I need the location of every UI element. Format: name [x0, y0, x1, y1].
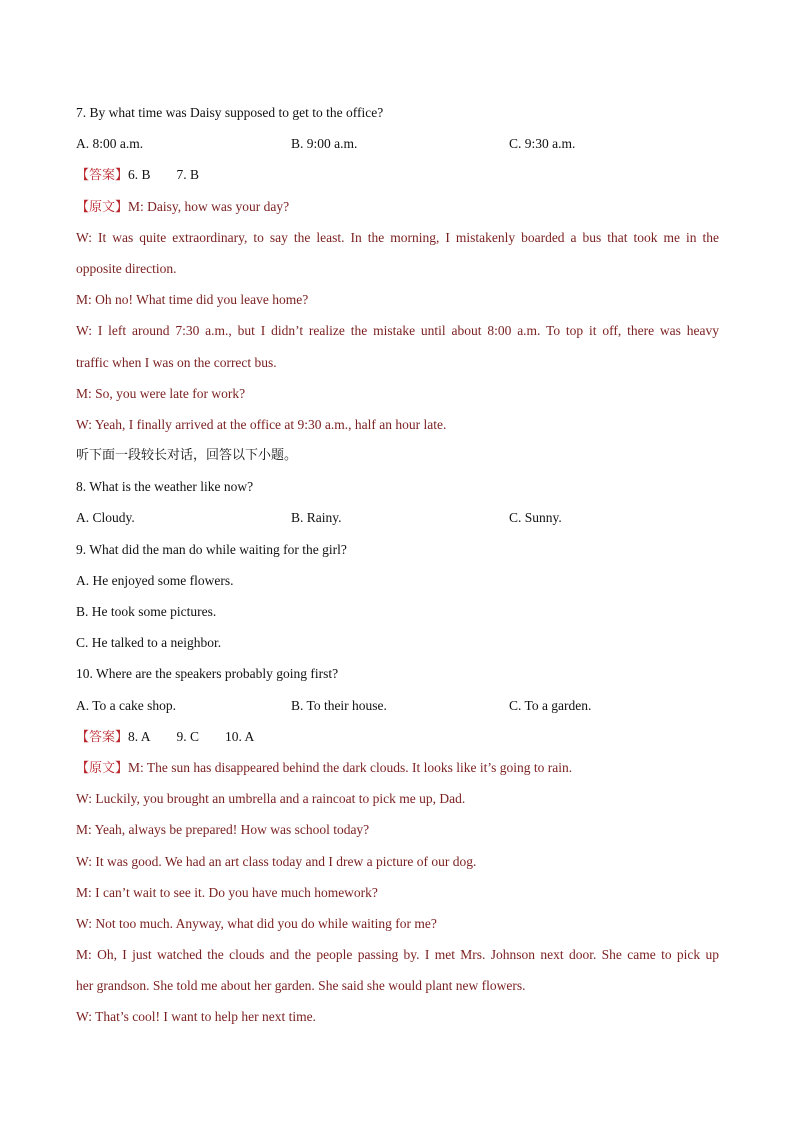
option-c: C. Sunny. — [509, 510, 562, 526]
question-8-options — [76, 502, 719, 533]
question-7-options — [76, 128, 719, 159]
option-b: B. Rainy. — [291, 510, 342, 526]
option-a: A. Cloudy. — [76, 510, 135, 526]
question-10: 10. Where are the speakers probably going first? — [76, 666, 339, 682]
question-9: 9. What did the man do while waiting for the girl? — [76, 541, 347, 557]
option-b: B. He took some pictures. — [76, 604, 217, 619]
question-8: 8. What is the weather like now? — [76, 479, 254, 495]
transcript-1-line: W: It was quite extraordinary, to say the least. In the morning, I mistakenly boarded a bus that took me in the — [76, 229, 719, 245]
option-c: C. To a garden. — [509, 697, 592, 713]
option-a: A. To a cake shop. — [76, 697, 177, 713]
transcript-2-line: W: It was good. We had an art class today and I drew a picture of our dog. — [76, 853, 477, 869]
option-c: C. 9:30 a.m. — [509, 136, 576, 152]
transcript-1-line: W: I left around 7:30 a.m., but I didn’t realize the mistake until about 8:00 a.m. To top it off, there was heavy — [76, 323, 719, 339]
transcript-2-line: W: That’s cool! I want to help her next time. — [76, 1009, 316, 1025]
answer-item: 8. A — [128, 728, 151, 744]
transcript-label: 【原文】 — [76, 760, 129, 776]
document-page — [76, 97, 719, 1033]
answer-item: 9. C — [176, 728, 200, 744]
transcript-1-line: M: So, you were late for work? — [76, 385, 246, 401]
answer-item: 6. B — [128, 167, 151, 183]
option-b: B. To their house. — [291, 697, 387, 713]
transcript-label: 【原文】 — [76, 199, 129, 215]
transcript-2-line: W: Not too much. Anyway, what did you do while waiting for me? — [76, 915, 437, 931]
transcript-2-line — [76, 752, 719, 783]
option-b: B. 9:00 a.m. — [291, 136, 358, 152]
transcript-2-line: M: Yeah, always be prepared! How was school today? — [76, 822, 370, 838]
answer-label: 【答案】 — [76, 729, 129, 745]
question-10-options — [76, 690, 719, 721]
section-instruction: 听下面一段较长对话，回答以下小题。 — [76, 448, 298, 464]
option-c: C. He talked to a neighbor. — [76, 635, 222, 651]
transcript-2-line: her grandson. She told me about her garden. She said she would plant new flowers. — [76, 978, 526, 994]
transcript-1-line: traffic when I was on the correct bus. — [76, 354, 277, 370]
answer-label: 【答案】 — [76, 168, 129, 184]
answer-line-1 — [76, 159, 719, 190]
transcript-1-line: W: Yeah, I finally arrived at the office at 9:30 a.m., half an hour late. — [76, 416, 447, 432]
answer-item: 7. B — [176, 167, 200, 183]
option-a: A. 8:00 a.m. — [76, 136, 144, 152]
answer-line-2 — [76, 721, 719, 752]
dialogue-text: M: Daisy, how was your day? — [128, 198, 290, 214]
transcript-1-line: M: Oh no! What time did you leave home? — [76, 292, 309, 308]
answer-item: 10. A — [225, 728, 255, 744]
transcript-2-line: M: I can’t wait to see it. Do you have much homework? — [76, 884, 378, 900]
option-a: A. He enjoyed some flowers. — [76, 572, 234, 588]
question-7: 7. By what time was Daisy supposed to get to the office? — [76, 105, 384, 120]
dialogue-text: M: The sun has disappeared behind the dark clouds. It looks like it’s going to rain. — [128, 759, 573, 775]
transcript-1-line — [76, 191, 719, 222]
transcript-1-line: opposite direction. — [76, 260, 177, 276]
transcript-2-line: M: Oh, I just watched the clouds and the people passing by. I met Mrs. Johnson next door. She came to pick up — [76, 947, 719, 963]
transcript-2-line: W: Luckily, you brought an umbrella and a raincoat to pick me up, Dad. — [76, 791, 466, 807]
